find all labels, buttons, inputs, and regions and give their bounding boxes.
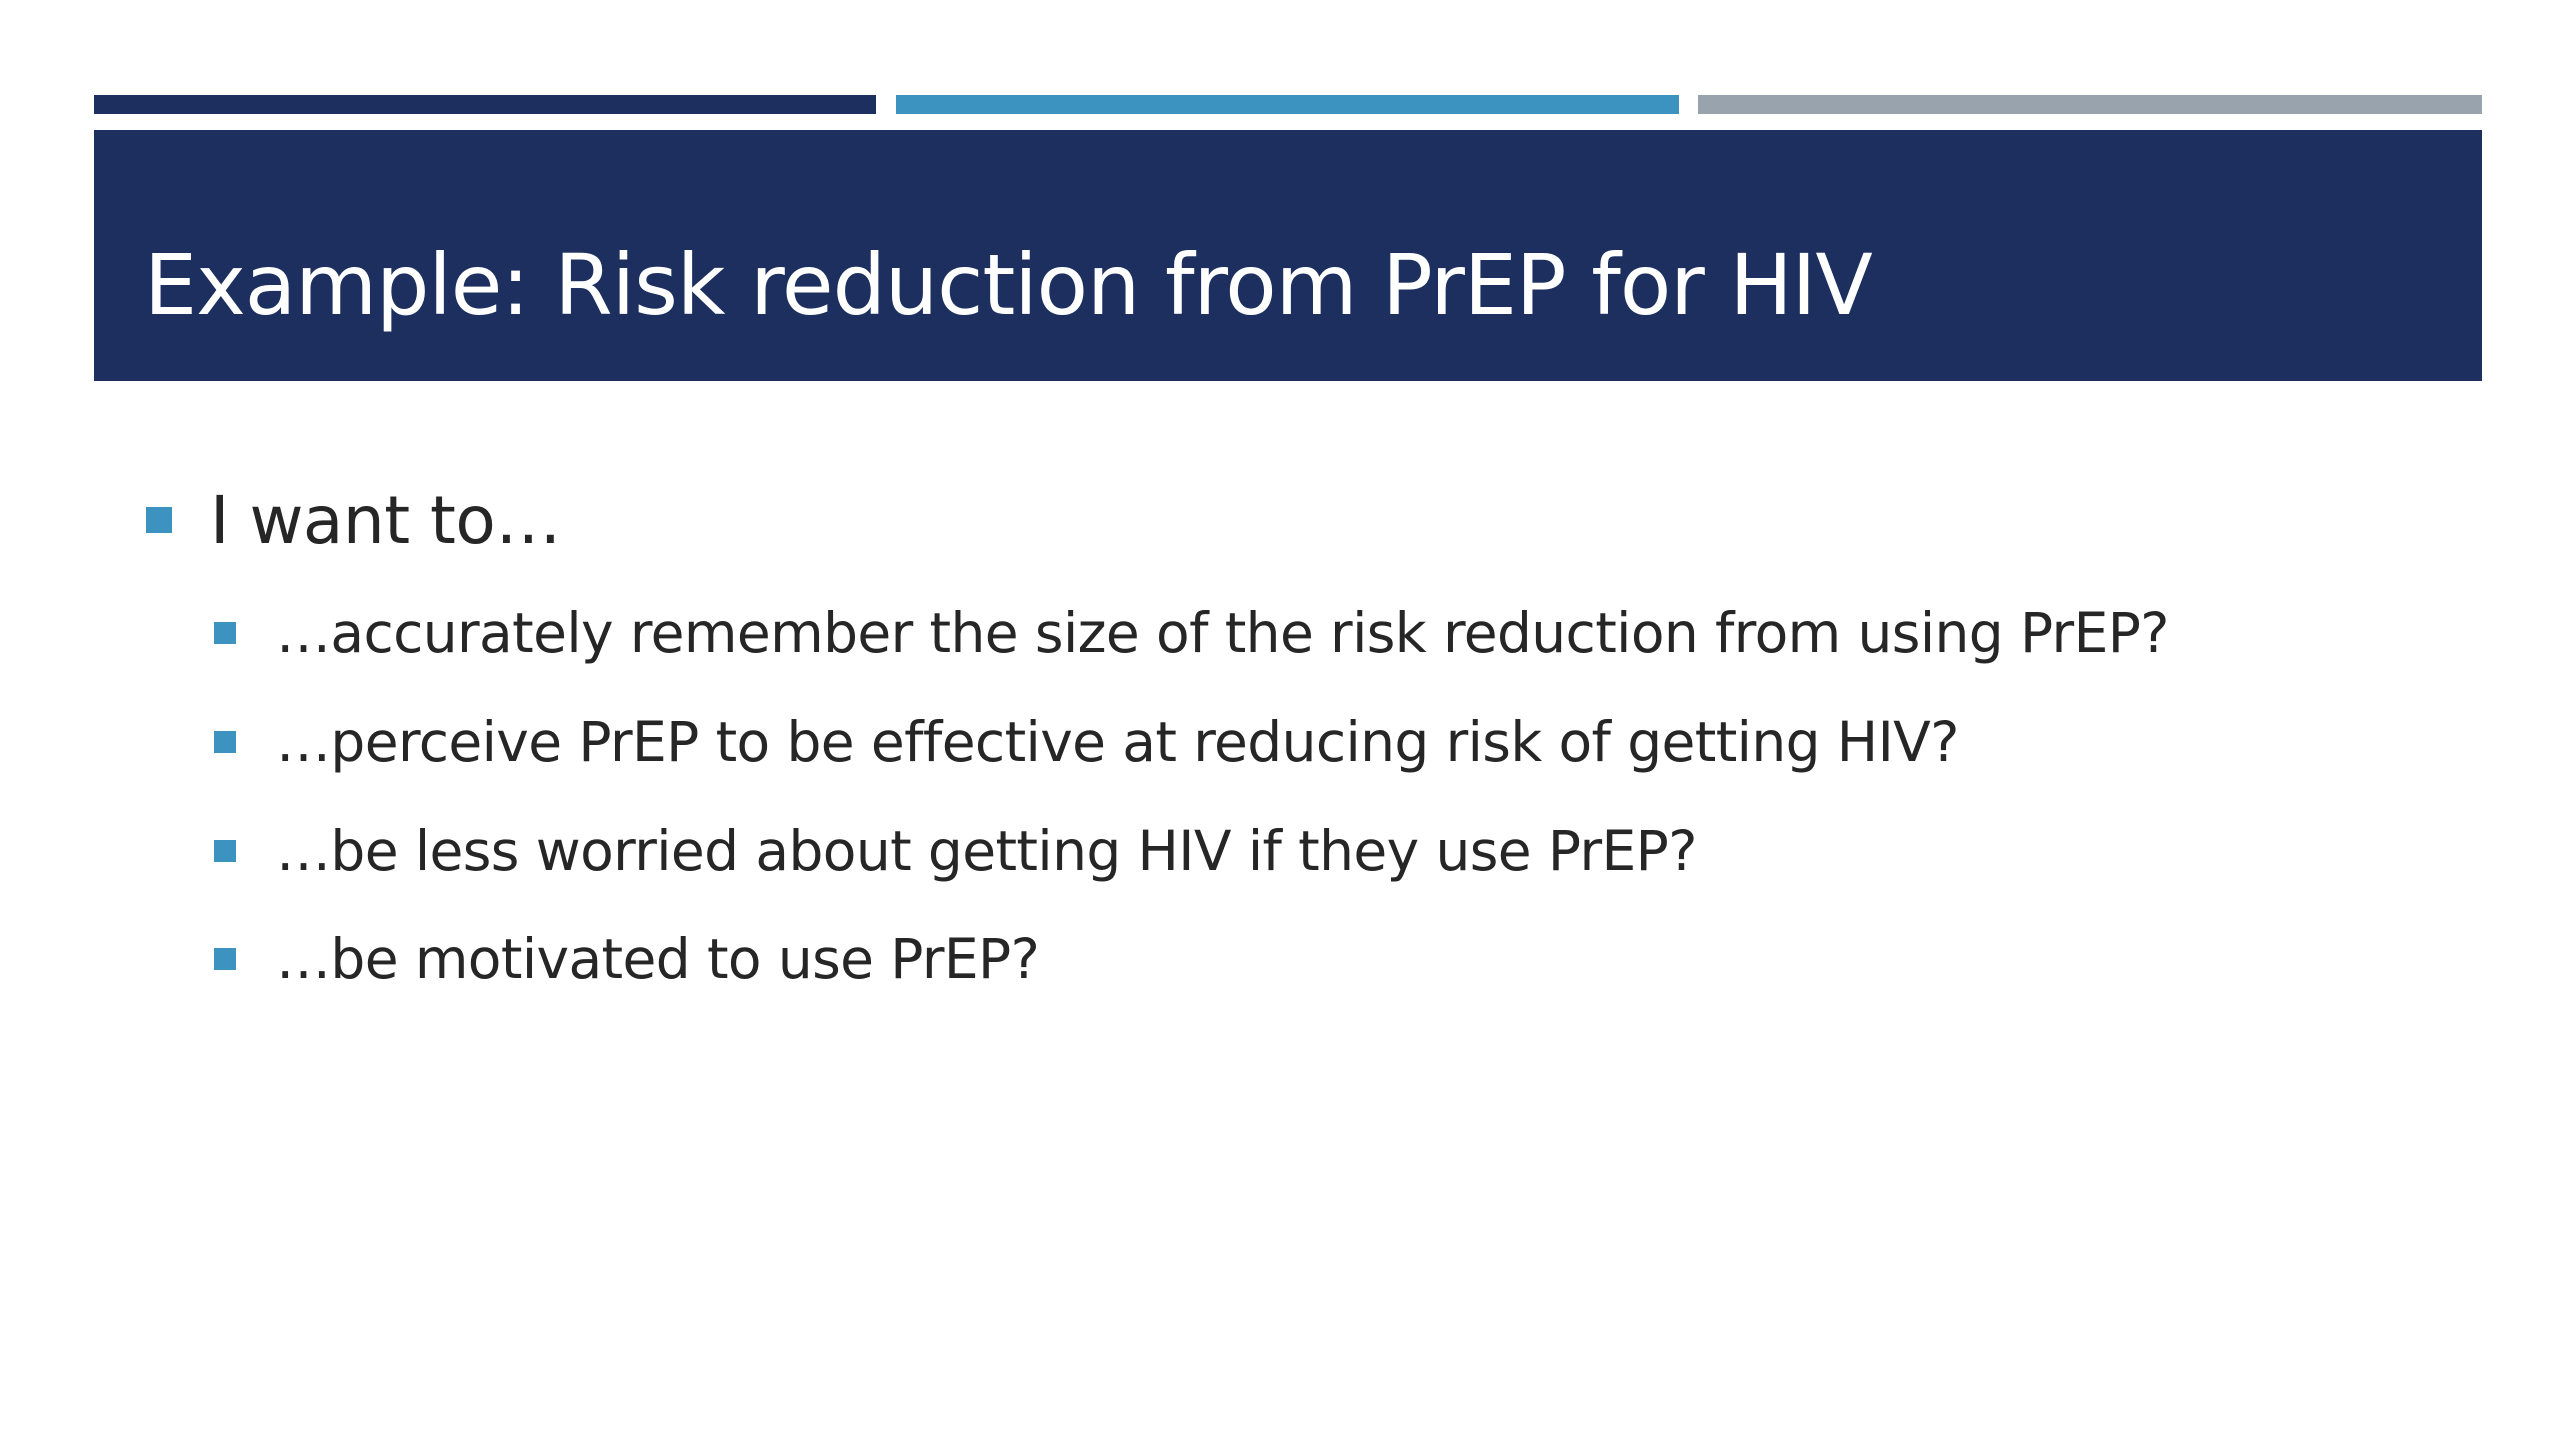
- sub-bullet-text: …accurately remember the size of the risk reduction from using PrEP?: [276, 601, 2169, 665]
- accent-bar-dark-blue: [94, 95, 876, 114]
- sub-bullet-worried: [214, 816, 1697, 886]
- accent-bar-light-blue: [896, 95, 1679, 114]
- square-bullet-icon: [214, 622, 236, 644]
- sub-bullet-text: …perceive PrEP to be effective at reducing risk of getting HIV?: [276, 710, 1959, 774]
- slide-title: Example: Risk reduction from PrEP for HIV: [144, 236, 1872, 334]
- square-bullet-icon: [214, 731, 236, 753]
- square-bullet-icon: [214, 840, 236, 862]
- sub-bullet-perceive: [214, 707, 1959, 777]
- sub-bullet-remember: [214, 598, 2169, 668]
- accent-bar-gray: [1698, 95, 2482, 114]
- bullet-main: [146, 480, 561, 560]
- bullet-main-text: I want to…: [210, 481, 561, 559]
- title-band: [94, 130, 2482, 381]
- sub-bullet-text: …be motivated to use PrEP?: [276, 927, 1040, 991]
- square-bullet-icon: [214, 948, 236, 970]
- sub-bullet-text: …be less worried about getting HIV if they use PrEP?: [276, 819, 1697, 883]
- sub-bullet-motivated: [214, 924, 1039, 994]
- square-bullet-icon: [146, 507, 172, 533]
